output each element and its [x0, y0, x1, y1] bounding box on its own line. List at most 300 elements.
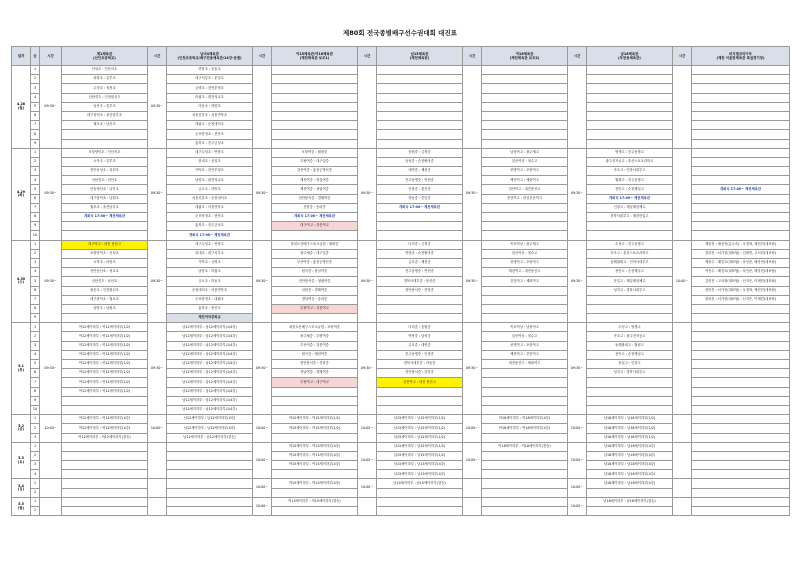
match-cell: [692, 350, 790, 359]
match-cell: [62, 442, 148, 451]
match-cell: 금오초 : 하양초: [167, 185, 253, 194]
match-cell: 홍북초 : 현산초: [167, 304, 253, 313]
match-cell: 강릉여중 : 홍천군방산중: [272, 167, 358, 176]
match-cell: [692, 157, 790, 166]
row-number: 4: [31, 268, 40, 277]
match-cell: 부산여중 : 홍천군방산중: [272, 258, 358, 267]
match-cell: 연당초 : 문흥초: [167, 66, 253, 75]
header-venue-2: 남녀4체육관 (인천초등학교/배구전용체육관/14강-준결): [167, 47, 253, 66]
match-cell: [167, 442, 253, 451]
match-cell: [482, 488, 568, 497]
match-cell: 천안동성초 : 육천초: [62, 167, 148, 176]
match-cell: 천안여고 : 대전용산고: [482, 185, 568, 194]
match-cell: [272, 488, 358, 497]
match-cell: [167, 507, 253, 516]
match-cell: 중앙여고 : 한일전산여고: [482, 194, 568, 203]
match-cell: 천안고 : 순천제일고: [587, 268, 673, 277]
table-row: [12, 479, 790, 488]
time-cell: 10:00~: [253, 479, 272, 497]
time-cell: 09:30~: [253, 240, 272, 323]
match-cell: 남산초 : 중부초: [62, 102, 148, 111]
match-cell: 여15세이하부 : 여15세이하부(4강): [272, 451, 358, 460]
time-cell: [673, 323, 692, 415]
match-cell: [167, 461, 253, 470]
match-cell: 복천도산배구스포츠클럽 : 포항여중: [272, 323, 358, 332]
match-cell: [377, 231, 463, 240]
match-cell: 군포양정초 : 현산초: [167, 130, 253, 139]
match-cell: [272, 75, 358, 84]
match-cell: 천안봉서중 : 중앙중: [377, 286, 463, 295]
time-cell: 10:00~: [148, 415, 167, 443]
match-cell: [692, 176, 790, 185]
match-cell: [587, 378, 673, 387]
match-cell: 남18세이하부 : 남18세이하부(4강): [587, 451, 673, 460]
match-cell: 남12세이하부 : 남12세이하부(1/4강): [167, 369, 253, 378]
match-cell: 여12세이하부 : 여12세이하부(4강): [62, 424, 148, 433]
match-cell: [692, 470, 790, 479]
time-cell: 09:30~: [358, 148, 377, 240]
match-cell: [377, 111, 463, 120]
match-cell: 금호중 : 대연중: [377, 341, 463, 350]
match-cell: [377, 396, 463, 405]
header-venue-4: 남15체육관 (제천체육관): [377, 47, 463, 66]
match-cell: 산성초 : 인산서초: [62, 66, 148, 75]
match-cell: 광주체중 : 부평여중: [272, 332, 358, 341]
match-cell: [692, 442, 790, 451]
row-number: 8: [31, 130, 40, 139]
match-cell: 남18세이하부 : 남18세이하부(결승): [587, 497, 673, 506]
match-cell: [272, 121, 358, 130]
match-cell: [587, 387, 673, 396]
time-cell: 09:30~: [148, 240, 167, 323]
match-cell: [482, 378, 568, 387]
match-cell: 속초고 : 인하사대부고: [587, 167, 673, 176]
match-cell: [272, 84, 358, 93]
match-cell: 신탄진초 : 인천원신초: [62, 93, 148, 102]
match-cell: 일신여상 : 청수고: [482, 249, 568, 258]
match-cell: [692, 231, 790, 240]
match-cell: 안동영산초 : 남산초: [62, 185, 148, 194]
match-cell: 남15세이하부 : 남15세이하부(1/2): [377, 424, 463, 433]
header-venue-6: 남16체육관 (부천동체육관): [587, 47, 673, 66]
match-cell: [62, 479, 148, 488]
header-num: 순: [31, 47, 40, 66]
match-cell: 여12세이하부 : 여12세이하부(1/2): [62, 369, 148, 378]
match-cell: 여12세이하부 : 여12세이하부(1/2): [62, 332, 148, 341]
match-cell: 개회식 17:00~ 제천체육관: [377, 203, 463, 212]
match-cell: 순천대석초 : 서울연북초: [167, 286, 253, 295]
row-number: 6: [31, 111, 40, 120]
match-cell: 제천수 : 배진초(대표팀) : 차인준, 배상현(대표팀): [692, 258, 790, 267]
row-number: 2: [31, 249, 40, 258]
match-cell: [692, 93, 790, 102]
match-cell: [272, 102, 358, 111]
match-cell: [482, 451, 568, 460]
match-cell: [377, 222, 463, 231]
match-cell: 대전용산고 : 세화여고: [482, 360, 568, 369]
header-venue-7: 비지엠코리아부 (제천 어울림체육관 특설경기장): [692, 47, 790, 66]
match-cell: 진주동명중 : 연현중: [377, 176, 463, 185]
match-cell: 광운초 : 인천원신초: [62, 286, 148, 295]
row-number: 4: [31, 93, 40, 102]
table-row: [12, 415, 790, 424]
match-cell: 대구수성초 : 연당초: [167, 148, 253, 157]
table-row: [12, 66, 790, 75]
match-cell: [692, 332, 790, 341]
match-cell: 미동초 : 하양초: [167, 102, 253, 111]
match-cell: 포항양덕초 : 신성초: [62, 249, 148, 258]
match-cell: [272, 507, 358, 516]
match-cell: 여12세이하부 : 여12세이하부(1/2): [62, 341, 148, 350]
match-cell: [62, 488, 148, 497]
match-cell: 수성고 : 진주동명고: [587, 240, 673, 249]
row-number: 2: [31, 157, 40, 166]
match-cell: [692, 433, 790, 442]
match-cell: [692, 102, 790, 111]
match-cell: 제천여고 : 세화여고: [482, 176, 568, 185]
row-number: 6: [31, 194, 40, 203]
match-cell: [692, 111, 790, 120]
match-cell: 신탄중 : 경해여중: [272, 286, 358, 295]
match-cell: 제천진 : 제천진(유두숙) : 오정혁, 제천진(대표팀): [692, 240, 790, 249]
match-cell: 속초고 : 광주전자공고: [587, 332, 673, 341]
date-cell: 4.30 (수): [12, 240, 31, 323]
match-cell: [62, 396, 148, 405]
time-cell: 09:30~: [568, 148, 587, 240]
match-cell: 여18세이하부 : 여18세이하부(결승): [482, 442, 568, 451]
match-cell: [692, 194, 790, 203]
row-number: 9: [31, 222, 40, 231]
match-cell: [482, 213, 568, 222]
match-cell: 시목초 : 파장초: [62, 258, 148, 267]
match-cell: 성지고 : 경북사대부고: [587, 286, 673, 295]
match-cell: 여15세이하부 : 여15세이하부(1/2): [272, 415, 358, 424]
match-cell: [272, 111, 358, 120]
time-cell: [673, 497, 692, 515]
row-number: 10: [31, 231, 40, 240]
date-cell: 4.29 (화): [12, 148, 31, 240]
match-cell: 성지고 : 경북사대부고: [587, 369, 673, 378]
match-cell: 천안봉서중 : 경해여중: [272, 194, 358, 203]
match-cell: [377, 387, 463, 396]
page-title: 제80회 전국종별배구선수권대회 대진표: [342, 29, 458, 37]
match-cell: [692, 507, 790, 516]
time-cell: 10:00~: [358, 442, 377, 479]
time-cell: [40, 442, 62, 479]
match-cell: 여15세이하부 : 여15세이하부(4강): [272, 442, 358, 451]
match-cell: 홍북초 : 진주금성초: [167, 222, 253, 231]
row-number: 6: [31, 286, 40, 295]
match-cell: [377, 102, 463, 111]
time-cell: [358, 66, 377, 149]
row-number: 2: [31, 424, 40, 433]
match-cell: 송원중 : 금정중: [377, 148, 463, 157]
row-number: 3: [31, 461, 40, 470]
row-number: 1: [31, 479, 40, 488]
time-cell: [463, 497, 482, 515]
match-cell: 경북사대부고 : 제천산업고: [587, 213, 673, 222]
match-cell: 경북사대부중 : 봉산중: [377, 277, 463, 286]
row-number: 2: [31, 332, 40, 341]
match-cell: 남15세이하부 : 남15세이하부(결승): [377, 479, 463, 488]
match-cell: [482, 111, 568, 120]
match-cell: [482, 102, 568, 111]
match-cell: 김종진 : 고서현(대표팀) : 신지은, 이제민(대표팀): [692, 277, 790, 286]
match-cell: [692, 369, 790, 378]
match-cell: [167, 470, 253, 479]
match-cell: 월포초 : 남산초: [62, 121, 148, 130]
match-cell: [377, 66, 463, 75]
match-cell: [377, 295, 463, 304]
match-cell: 인창고 : 제일제천체고: [587, 203, 673, 212]
match-cell: [62, 497, 148, 506]
time-cell: [463, 479, 482, 497]
match-cell: 월포초 : 울산남부초: [62, 203, 148, 212]
match-cell: 대구서부초 : 문일초: [167, 75, 253, 84]
match-cell: [692, 378, 790, 387]
match-cell: 여15세이하부 : 여15세이하부(결승): [272, 497, 358, 506]
row-number: 3: [31, 84, 40, 93]
header-venue-3: 여15체육관/여16체육관 (제천체육관 보조1): [272, 47, 358, 66]
match-cell: 천하진 : 서가진(대표팀) : 오정혁, 제천진(대표팀): [692, 286, 790, 295]
match-cell: 가야초 : 천안부영초: [167, 167, 253, 176]
match-cell: [587, 507, 673, 516]
match-cell: 남18세이하부 : 남18세이하부(1/2): [587, 415, 673, 424]
row-number: 9: [31, 139, 40, 148]
row-number: 2: [31, 451, 40, 460]
match-cell: 남15세이하부 : 남15세이하부(4강): [377, 470, 463, 479]
match-cell: 천하진 : 서가진(대표팀) : 신지은, 이제민(대표팀): [692, 295, 790, 304]
match-cell: 개회식 17:00~ 제천체육관: [272, 213, 358, 222]
match-cell: 진주동명중 : 연현중: [377, 268, 463, 277]
match-cell: 연당중 : 남성중: [377, 332, 463, 341]
match-cell: [692, 314, 790, 323]
time-cell: 10:00~: [358, 479, 377, 497]
match-cell: [692, 148, 790, 157]
match-cell: [482, 66, 568, 75]
match-cell: [377, 139, 463, 148]
row-number: 1: [31, 442, 40, 451]
match-cell: 속초고 : 울산스포츠과학고: [587, 249, 673, 258]
match-cell: 목포여상 : 남성여고: [482, 323, 568, 332]
match-cell: 월평고 : 진주동명고: [587, 176, 673, 185]
match-cell: [692, 84, 790, 93]
match-cell: 대림초 : 순천대석초: [167, 121, 253, 130]
match-cell: [62, 507, 148, 516]
time-cell: [358, 497, 377, 515]
row-number: 2: [31, 75, 40, 84]
match-cell: [587, 84, 673, 93]
match-cell: 부평여고 : 대구여고: [272, 378, 358, 387]
match-cell: [272, 139, 358, 148]
match-cell: [377, 304, 463, 313]
match-cell: [167, 488, 253, 497]
match-cell: 남양초 : 대전석교초: [167, 176, 253, 185]
match-cell: [692, 387, 790, 396]
match-cell: [272, 66, 358, 75]
match-cell: [482, 497, 568, 506]
header-time: 시간: [40, 47, 62, 66]
match-cell: [692, 451, 790, 460]
match-cell: 남18세이하부 : 남18세이하부(4강): [587, 470, 673, 479]
table-row: [12, 240, 790, 249]
match-cell: [587, 102, 673, 111]
match-cell: [692, 167, 790, 176]
match-cell: 개천여중 : 장실여중: [272, 176, 358, 185]
row-number: 1: [31, 240, 40, 249]
match-cell: 남15세이하부 : 남15세이하부(1/2): [377, 442, 463, 451]
time-cell: [673, 148, 692, 240]
match-cell: [482, 470, 568, 479]
match-cell: 제천여자중학교: [167, 314, 253, 323]
match-cell: 포항여중 : 월평중: [272, 148, 358, 157]
row-number: 5: [31, 102, 40, 111]
match-cell: [377, 93, 463, 102]
match-cell: 남12세이하부 : 남12세이하부(1/4강): [167, 405, 253, 414]
match-cell: [692, 203, 790, 212]
match-cell: 신탄중 : 송파중: [272, 203, 358, 212]
row-number: 1: [31, 66, 40, 75]
match-cell: [272, 231, 358, 240]
match-cell: 진주동명중 : 인창중: [377, 350, 463, 359]
match-cell: 가야초 : 금명초: [167, 258, 253, 267]
match-cell: [482, 507, 568, 516]
match-cell: 남15세이하부 : 남15세이하부(4강): [377, 461, 463, 470]
match-cell: 여15세이하부 : 여15세이하부(1/2): [272, 424, 358, 433]
row-number: 4: [31, 470, 40, 479]
match-cell: 일신여상 : 청수고: [482, 332, 568, 341]
match-cell: [482, 84, 568, 93]
match-cell: 남15세이하부 : 남15세이하부(1/2): [377, 433, 463, 442]
time-cell: 09:30~: [148, 66, 167, 149]
time-cell: 10:00~: [568, 415, 587, 443]
match-cell: 파장초 : 중부초: [62, 75, 148, 84]
match-cell: [62, 314, 148, 323]
time-cell: 09:30~: [253, 148, 272, 240]
match-cell: [377, 130, 463, 139]
match-cell: [167, 479, 253, 488]
match-cell: [167, 497, 253, 506]
match-cell: [587, 66, 673, 75]
time-cell: 10:00~: [253, 442, 272, 479]
time-cell: 09:30~: [463, 240, 482, 323]
match-cell: [482, 139, 568, 148]
match-cell: 군포양정초 : 대림초: [167, 295, 253, 304]
match-cell: [692, 139, 790, 148]
match-cell: [482, 231, 568, 240]
row-number: 3: [31, 433, 40, 442]
time-cell: 10:00~: [40, 415, 62, 443]
time-cell: 09:30~: [148, 323, 167, 415]
match-cell: 대구삼덕초 : 남원초: [62, 194, 148, 203]
time-cell: [673, 479, 692, 497]
match-cell: [587, 304, 673, 313]
match-cell: 여12세이하부 : 여12세이하부(1/2): [62, 360, 148, 369]
time-cell: 09:30~: [148, 148, 167, 240]
match-cell: [587, 295, 673, 304]
match-cell: 대구여고 : 대전 용산고: [62, 240, 148, 249]
match-cell: [482, 93, 568, 102]
time-cell: 10:00~: [253, 497, 272, 515]
match-cell: 한내초 : 문일초: [167, 157, 253, 166]
match-cell: [377, 213, 463, 222]
match-cell: [62, 222, 148, 231]
row-number: 2: [31, 507, 40, 516]
time-cell: [40, 479, 62, 497]
match-cell: [587, 314, 673, 323]
header-time: 시간: [463, 47, 482, 66]
match-cell: [692, 479, 790, 488]
row-number: 9: [31, 396, 40, 405]
match-cell: [272, 130, 358, 139]
row-number: 3: [31, 341, 40, 350]
match-cell: 대연중 : 제천중: [377, 167, 463, 176]
match-cell: 다리중 : 송원중: [377, 323, 463, 332]
match-cell: 수정초 : 육천초: [62, 84, 148, 93]
table-row: [12, 497, 790, 506]
time-cell: [148, 479, 167, 497]
row-number: 3: [31, 258, 40, 267]
time-cell: 09:30~: [40, 240, 62, 323]
table-row: [12, 148, 790, 157]
match-cell: 개회식 17:00~ 제천체육관: [167, 231, 253, 240]
match-cell: 경남여중 : 경해여중: [272, 369, 358, 378]
time-cell: 09:30~: [568, 240, 587, 323]
match-cell: 천안동산초 : 성호초: [62, 268, 148, 277]
match-cell: 남12세이하부 : 남12세이하부(결승): [167, 433, 253, 442]
match-cell: 남12세이하부 : 남12세이하부(1/4강): [167, 360, 253, 369]
match-cell: [587, 488, 673, 497]
match-cell: 목포여상 : 광주체고: [482, 240, 568, 249]
match-cell: 연당중 : 순천팔마중: [377, 249, 463, 258]
match-cell: [692, 497, 790, 506]
match-cell: 하동중 : 중앙중: [377, 194, 463, 203]
match-cell: [482, 295, 568, 304]
match-cell: 금호중 : 제천중: [377, 258, 463, 267]
date-cell: 5.3 (토): [12, 442, 31, 479]
match-cell: [62, 139, 148, 148]
time-cell: 09:30~: [358, 240, 377, 323]
match-cell: [692, 323, 790, 332]
match-cell: [482, 203, 568, 212]
match-cell: 천안봉서중 : 신탄중: [272, 360, 358, 369]
match-cell: 한내초 : 대구서부초: [167, 249, 253, 258]
match-cell: [692, 304, 790, 313]
time-cell: 09:30~: [40, 148, 62, 240]
match-cell: 남12세이하부 : 남12세이하부(1/4강): [167, 396, 253, 405]
row-number: 8: [31, 387, 40, 396]
row-number: 8: [31, 304, 40, 313]
row-number: 5: [31, 360, 40, 369]
date-cell: 5.5 (월): [12, 497, 31, 515]
row-number: 1: [31, 323, 40, 332]
match-cell: 여18세이하부 : 여18세이하부(4강): [482, 415, 568, 424]
time-cell: [253, 66, 272, 149]
match-cell: [62, 130, 148, 139]
match-cell: [482, 396, 568, 405]
match-cell: 부산여중 : 강릉여중: [272, 341, 358, 350]
row-number: 3: [31, 167, 40, 176]
match-cell: [692, 213, 790, 222]
match-cell: 남12세이하부 : 남12세이하부(4강): [167, 415, 253, 424]
match-cell: [272, 433, 358, 442]
match-cell: 신탄진초 : 천안초: [62, 176, 148, 185]
time-cell: 09:30~: [463, 323, 482, 415]
match-cell: [587, 111, 673, 120]
match-cell: [482, 121, 568, 130]
match-cell: 복천도산배구스포츠클럽 : 월평중: [272, 240, 358, 249]
row-number: 7: [31, 203, 40, 212]
